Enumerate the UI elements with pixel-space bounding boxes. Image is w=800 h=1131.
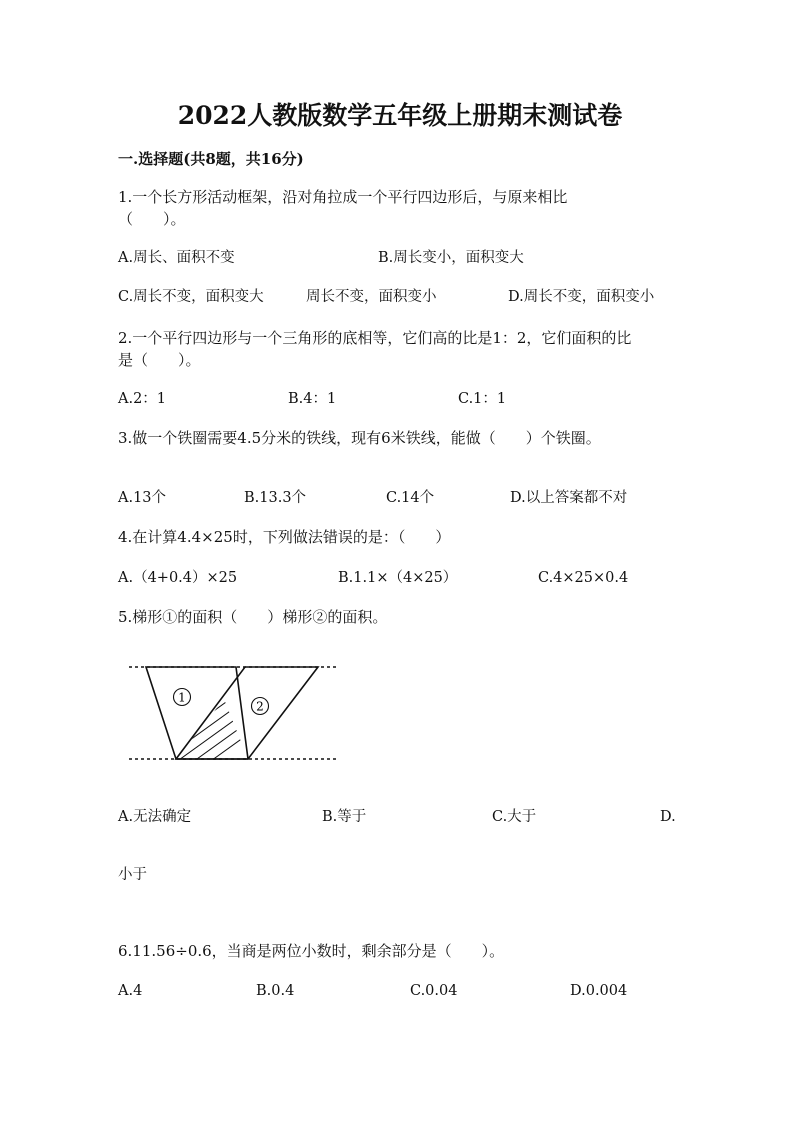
question-5-option-a[interactable]: A.无法确定 (118, 809, 192, 825)
question-4-option-b[interactable]: B.1.1×（4×25） (338, 570, 458, 586)
question-1-option-c[interactable]: C.周长不变，面积变大 (118, 289, 264, 305)
question-1-option-a[interactable]: A.周长、面积不变 (118, 250, 235, 266)
question-6-option-c[interactable]: C.0.04 (410, 983, 458, 999)
page-title: 2022人教版数学五年级上册期末测试卷 (177, 101, 623, 130)
question-4-line-1: 4.在计算4.4×25时，下列做法错误的是：（ ） (118, 528, 451, 546)
question-1-line-1: 1.一个长方形活动框架，沿对角拉成一个平行四边形后，与原来相比 (118, 188, 568, 206)
question-6-option-d[interactable]: D.0.004 (570, 983, 628, 999)
question-1-option-extra[interactable]: 周长不变，面积变小 (306, 289, 437, 305)
question-2-option-b[interactable]: B.4：1 (288, 391, 337, 407)
question-1-option-b[interactable]: B.周长变小，面积变大 (378, 250, 524, 266)
question-3-option-b[interactable]: B.13.3个 (244, 490, 307, 506)
question-3-line-1: 3.做一个铁圈需要4.5分米的铁线，现有6米铁线，能做（ ）个铁圈。 (118, 429, 601, 447)
question-5-option-c[interactable]: C.大于 (492, 809, 537, 825)
question-6-option-b[interactable]: B.0.4 (256, 983, 295, 999)
question-5-option-b[interactable]: B.等于 (322, 809, 367, 825)
question-3-option-c[interactable]: C.14个 (386, 490, 435, 506)
question-4-option-a[interactable]: A.（4+0.4）×25 (118, 570, 238, 586)
question-2-line-1: 2.一个平行四边形与一个三角形的底相等，它们高的比是1：2，它们面积的比 (118, 329, 632, 347)
question-5-option-d[interactable]: D. (660, 809, 676, 825)
label-2: 2 (256, 699, 264, 714)
question-4-option-c[interactable]: C.4×25×0.4 (538, 570, 629, 586)
question-5-line-1: 5.梯形①的面积（ ）梯形②的面积。 (118, 608, 388, 626)
question-3-option-d[interactable]: D.以上答案都不对 (510, 490, 628, 506)
label-1: 1 (178, 690, 186, 705)
question-5-option-d-continued[interactable]: 小于 (118, 867, 147, 883)
question-2-option-a[interactable]: A.2：1 (118, 391, 167, 407)
question-3-option-a[interactable]: A.13个 (118, 490, 167, 506)
question-2-option-c[interactable]: C.1：1 (458, 391, 507, 407)
question-1-line-2: （ ）。 (118, 210, 186, 228)
question-6-option-a[interactable]: A.4 (118, 983, 143, 999)
question-1-option-d[interactable]: D.周长不变，面积变小 (508, 289, 655, 305)
trapezoid-figure (125, 658, 345, 768)
question-2-line-2: 是（ ）。 (118, 351, 201, 369)
section-heading: 一.选择题(共8题，共16分) (118, 150, 304, 168)
hatched-overlap-region (165, 658, 265, 768)
question-6-line-1: 6.11.56÷0.6，当商是两位小数时，剩余部分是（ ）。 (118, 942, 505, 960)
